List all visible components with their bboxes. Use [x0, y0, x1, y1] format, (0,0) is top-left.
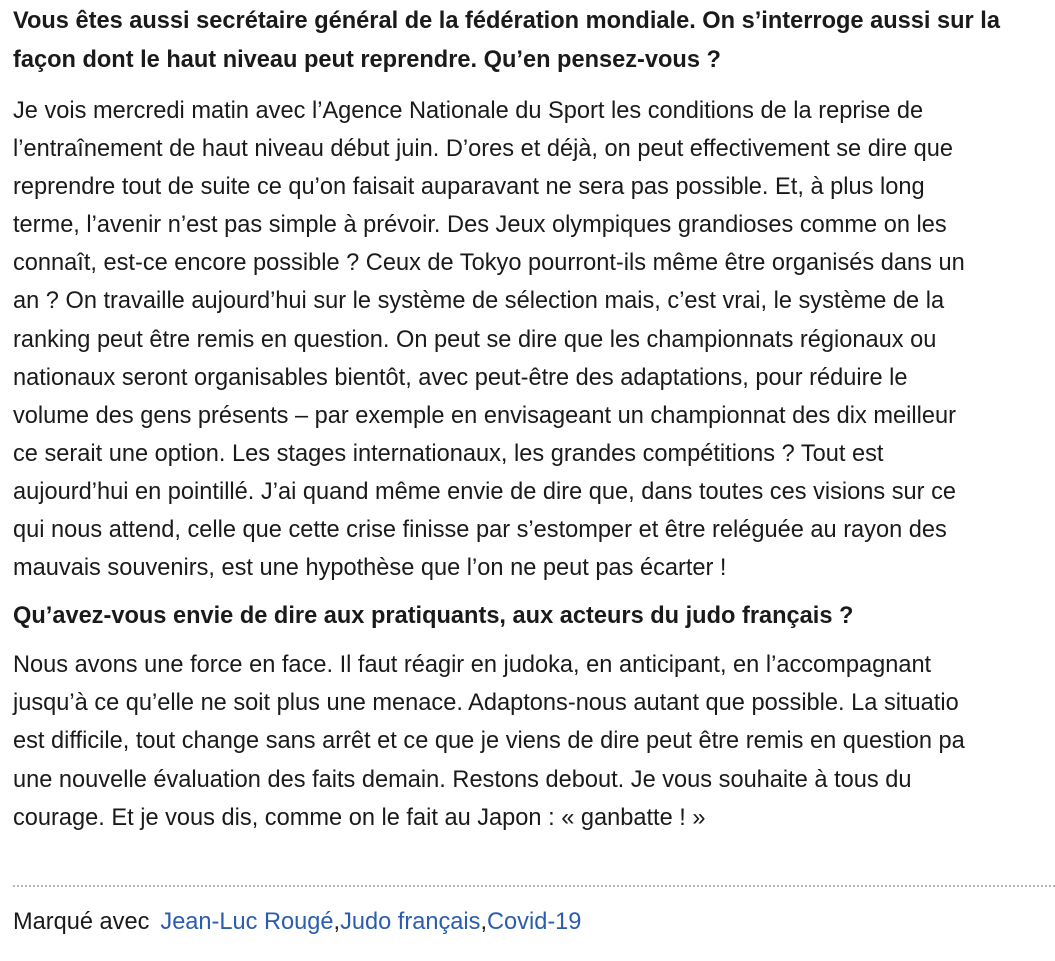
answer-line: an ? On travaille aujourd’hui sur le système de sélection mais, c’est vrai, le système de la: [13, 288, 945, 315]
answer-line: Nous avons une force en face. Il faut réagir en judoka, en anticipant, en l’accompagnant: [13, 652, 932, 679]
answer-line: nationaux seront organisables bientôt, avec peut-être des adaptations, pour réduire le: [13, 364, 908, 391]
tags-divider: [13, 885, 1055, 887]
answer-line: qui nous attend, celle que cette crise finisse par s’estomper et être reléguée au rayon des: [13, 517, 947, 544]
answer-2: [13, 646, 1055, 836]
answer-line: ranking peut être remis en question. On peut se dire que les championnats régionaux ou: [13, 326, 937, 353]
answer-line: reprendre tout de suite ce qu’on faisait auparavant ne sera pas possible. Et, à plus long: [13, 174, 925, 201]
answer-line: l’entraînement de haut niveau début juin. D’ores et déjà, on peut effectivement se dire que: [13, 136, 953, 163]
tag-separator: ,: [333, 909, 341, 935]
question-2: [13, 597, 1055, 636]
question-1: [13, 2, 1055, 80]
answer-line: connaît, est-ce encore possible ? Ceux de Tokyo pourront-ils même être organisés dans un: [13, 250, 965, 277]
tag-separator: ,: [480, 909, 487, 935]
answer-1: [13, 92, 1055, 587]
question-line: Qu’avez-vous envie de dire aux pratiquants, aux acteurs du judo français ?: [13, 603, 854, 630]
tag-link-jean-luc-rouge[interactable]: Jean-Luc Rougé: [160, 909, 334, 935]
answer-line: mauvais souvenirs, est une hypothèse que l’on ne peut pas écarter !: [13, 555, 727, 582]
article-body: [13, 2, 1055, 837]
answer-line: courage. Et je vous dis, comme on le fait au Japon : « ganbatte ! »: [13, 804, 706, 831]
tags-prefix: Marqué avec: [13, 909, 150, 935]
tag-list: [13, 903, 581, 941]
tag-link-judo-francais[interactable]: Judo français: [340, 909, 481, 935]
answer-line: aujourd’hui en pointillé. J’ai quand même envie de dire que, dans toutes ces visions sur ce: [13, 478, 957, 505]
tag-link-covid-19[interactable]: Covid-19: [487, 909, 582, 935]
answer-line: une nouvelle évaluation des faits demain. Restons debout. Je vous souhaite à tous du: [13, 766, 912, 793]
question-line: façon dont le haut niveau peut reprendre. Qu’en pensez-vous ?: [13, 47, 721, 73]
question-line: Vous êtes aussi secrétaire général de la fédération mondiale. On s’interroge aussi sur la: [13, 8, 1000, 34]
answer-line: volume des gens présents – par exemple en envisageant un championnat des dix meilleur: [13, 402, 957, 429]
answer-line: jusqu’à ce qu’elle ne soit plus une menace. Adaptons-nous autant que possible. La situatio: [13, 690, 959, 717]
answer-line: terme, l’avenir n’est pas simple à prévoir. Des Jeux olympiques grandioses comme on les: [13, 212, 947, 239]
answer-line: ce serait une option. Les stages internationaux, les grandes compétitions ? Tout est: [13, 440, 884, 467]
answer-line: est difficile, tout change sans arrêt et ce que je viens de dire peut être remis en question pa: [13, 728, 965, 755]
answer-line: Je vois mercredi matin avec l’Agence Nationale du Sport les conditions de la reprise de: [13, 98, 924, 124]
